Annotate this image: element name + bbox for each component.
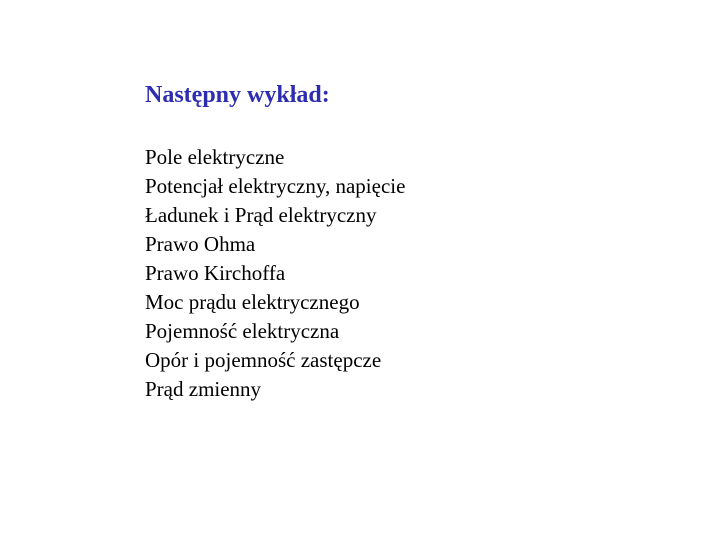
slide-title: Następny wykład: bbox=[145, 82, 330, 108]
topic-item: Prąd zmienny bbox=[145, 377, 262, 401]
topic-item: Moc prądu elektrycznego bbox=[145, 290, 360, 314]
topic-item: Pojemność elektryczna bbox=[145, 319, 340, 343]
topic-item: Potencjał elektryczny, napięcie bbox=[145, 174, 406, 198]
topic-item: Pole elektryczne bbox=[145, 145, 285, 169]
topic-item: Opór i pojemność zastępcze bbox=[145, 348, 382, 372]
topic-list bbox=[145, 143, 405, 404]
topic-item: Prawo Ohma bbox=[145, 232, 256, 256]
topic-item: Prawo Kirchoffa bbox=[145, 261, 286, 285]
topic-item: Ładunek i Prąd elektryczny bbox=[145, 203, 377, 227]
